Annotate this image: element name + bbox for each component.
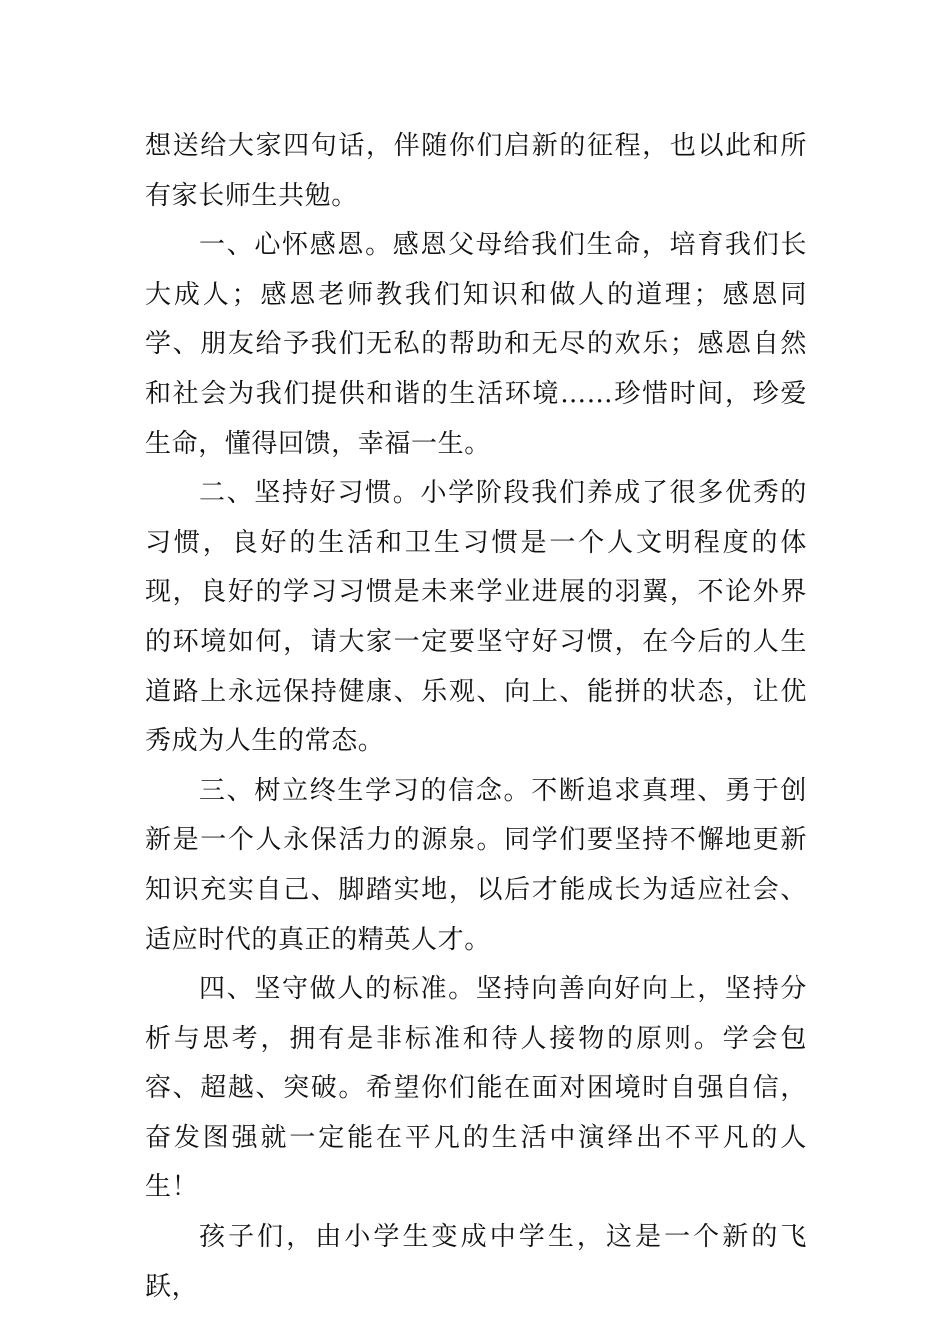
document-body	[145, 122, 807, 1312]
paragraph-lifelong-learning: 三、树立终生学习的信念。不断追求真理、勇于创新是一个人永保活力的源泉。同学们要坚持不懈地更新知识充实自己、脚踏实地，以后才能成长为适应社会、适应时代的真正的精英人才。	[145, 775, 807, 955]
paragraph-closing: 孩子们，由小学生变成中学生，这是一个新的飞跃，	[145, 1222, 807, 1302]
paragraph-opening: 想送给大家四句话，伴随你们启新的征程，也以此和所有家长师生共勉。	[145, 131, 807, 211]
paragraph-principles: 四、坚守做人的标准。坚持向善向好向上，坚持分析与思考，拥有是非标准和待人接物的原则。学会包容、超越、突破。希望你们能在面对困境时自强自信，奋发图强就一定能在平凡的生活中演绎出不平凡的人生！	[145, 974, 807, 1203]
paragraph-good-habits: 二、坚持好习惯。小学阶段我们养成了很多优秀的习惯，良好的生活和卫生习惯是一个人文明程度的体现，良好的学习习惯是未来学业进展的羽翼，不论外界的环境如何，请大家一定要坚守好习惯，在今后的人生道路上永远保持健康、乐观、向上、能拼的状态，让优秀成为人生的常态。	[145, 478, 807, 757]
paragraph-gratitude: 一、心怀感恩。感恩父母给我们生命，培育我们长大成人；感恩老师教我们知识和做人的道理；感恩同学、朋友给予我们无私的帮助和无尽的欢乐；感恩自然和社会为我们提供和谐的生活环境……珍惜时间，珍爱生命，懂得回馈，幸福一生。	[145, 230, 807, 459]
